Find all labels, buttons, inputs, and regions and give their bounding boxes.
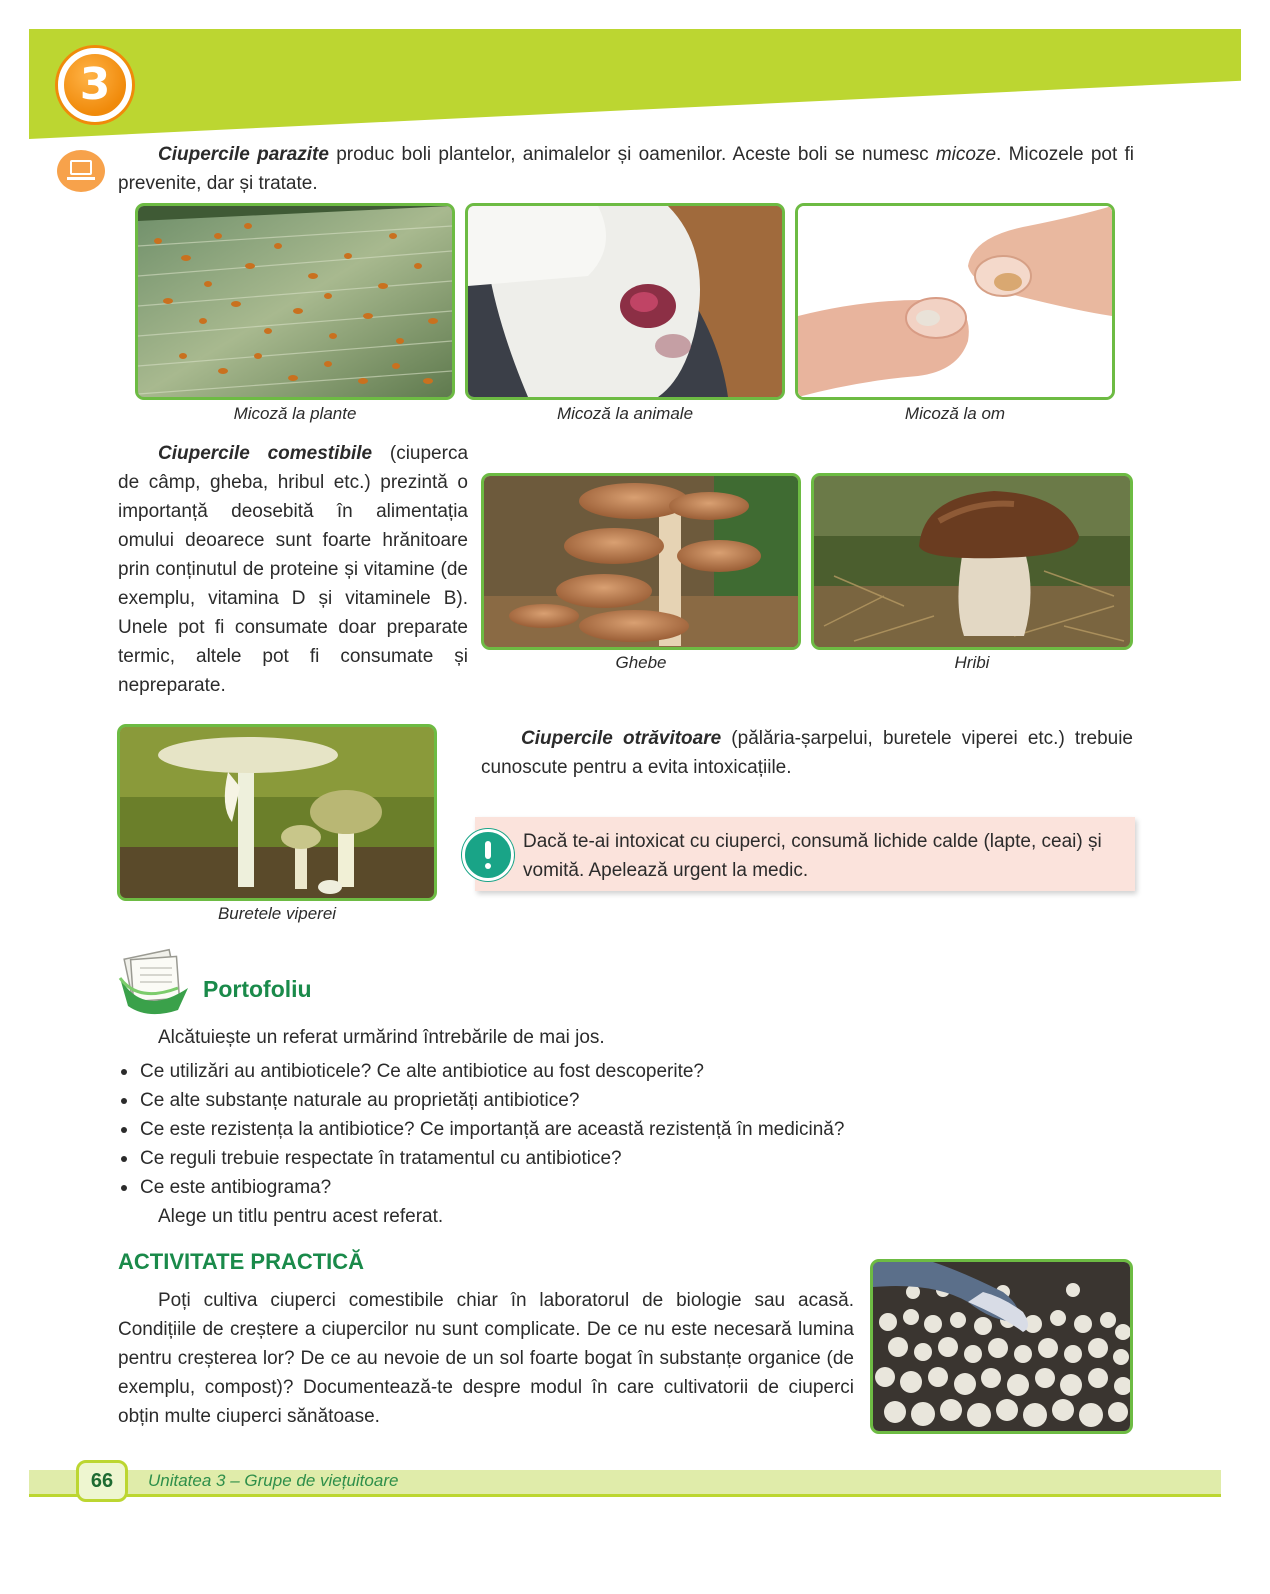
practical-title: ACTIVITATE PRACTICĂ: [118, 1249, 365, 1274]
photo-mycosis-human: [795, 203, 1115, 400]
caption-hribi: Hribi: [954, 653, 990, 672]
caption-ghebe: Ghebe: [615, 653, 667, 672]
practical-paragraph: Poți cultiva ciuperci comestibile chiar în laboratorul de biologie sau acasă. Condițiile de creștere a ciupercilor nu sunt complicate. De ce nu este necesară lumina pentru creșterea lor? De ce au nevoie de un sol foarte bogat în substanțe organice (de exemplu, compost)? Documentează-te despre modul în care cultivatorii de ciuperci obțin multe ciuperci sănătoase.: [118, 1290, 854, 1427]
list-item: Ce este rezistența la antibiotice? Ce importanță are această rezistență în medicină?: [118, 1115, 1018, 1144]
portfolio-title: Portofoliu: [203, 976, 312, 1002]
list-item: Ce reguli trebuie respectate în tratamentul cu antibiotice?: [118, 1144, 1018, 1173]
photo-mycosis-animals: [465, 203, 785, 400]
caption-mycosis-animals: Micoză la animale: [556, 404, 694, 423]
header-band: [29, 29, 1241, 139]
caption-buretele-viperei: Buretele viperei: [217, 904, 337, 923]
intro-text-a: produc boli plantelor, animalelor și oamenilor. Aceste boli se numesc: [328, 144, 936, 165]
portfolio-intro: Alcătuiește un referat urmărind întrebările de mai jos.: [158, 1027, 605, 1048]
edible-text: (ciuperca de câmp, gheba, hribul etc.) prezintă o importanță deosebită în alimentația omului deoarece sunt foarte hrănitoare prin conținutul de proteine și vitamine (de exemplu, vitamina D și vitaminele B). Unele pot fi consumate doar preparate termic, altele pot fi consumate și nepreparate.: [118, 443, 469, 696]
poison-text: (pălăria-șarpelui, buretele viperei etc.) trebuie cunoscute pentru a evita intoxicațiile.: [481, 728, 1133, 778]
chapter-number-badge: 3: [58, 48, 132, 122]
list-item: Ce este antibiograma?: [118, 1173, 1018, 1202]
photo-mushroom-cultivation: [870, 1259, 1133, 1434]
caption-mycosis-plants: Micoză la plante: [233, 404, 357, 423]
portfolio-icon: [118, 948, 193, 1018]
photo-ghebe: [481, 473, 801, 650]
intro-term: Ciupercile parazite: [158, 144, 329, 165]
warning-text: Dacă te-ai intoxicat cu ciuperci, consumă lichide calde (lapte, ceai) și vomită. Apelează urgent la medic.: [523, 831, 1102, 881]
intro-term-mycoses: micoze: [935, 144, 997, 165]
portfolio-closing: Alege un titlu pentru acest referat.: [158, 1206, 444, 1227]
caption-mycosis-human: Micoză la om: [904, 404, 1006, 423]
intro-text-b: . Micozele pot fi prevenite, dar și tratate.: [118, 144, 1134, 194]
list-item: Ce utilizări au antibioticele? Ce alte antibiotice au fost descoperite?: [118, 1057, 1018, 1086]
edible-paragraph: [118, 439, 468, 700]
photo-buretele-viperei: [117, 724, 437, 901]
exclamation-icon: [462, 829, 514, 881]
footer-line: [29, 1494, 1221, 1497]
list-item: Ce alte substanțe naturale au proprietăți antibiotice?: [118, 1086, 1018, 1115]
photo-hribi: [811, 473, 1133, 650]
poison-term: Ciupercile otrăvitoare: [521, 728, 722, 749]
computer-icon: [57, 150, 105, 192]
edible-term: Ciupercile comestibile: [158, 443, 373, 464]
footer-unit-title: Unitatea 3 – Grupe de viețuitoare: [148, 1471, 399, 1490]
intro-paragraph: [118, 140, 1134, 198]
page-number: 66: [76, 1460, 128, 1502]
poison-paragraph: [481, 724, 1133, 782]
photo-mycosis-plants: [135, 203, 455, 400]
portfolio-questions-list: [118, 1057, 1018, 1202]
